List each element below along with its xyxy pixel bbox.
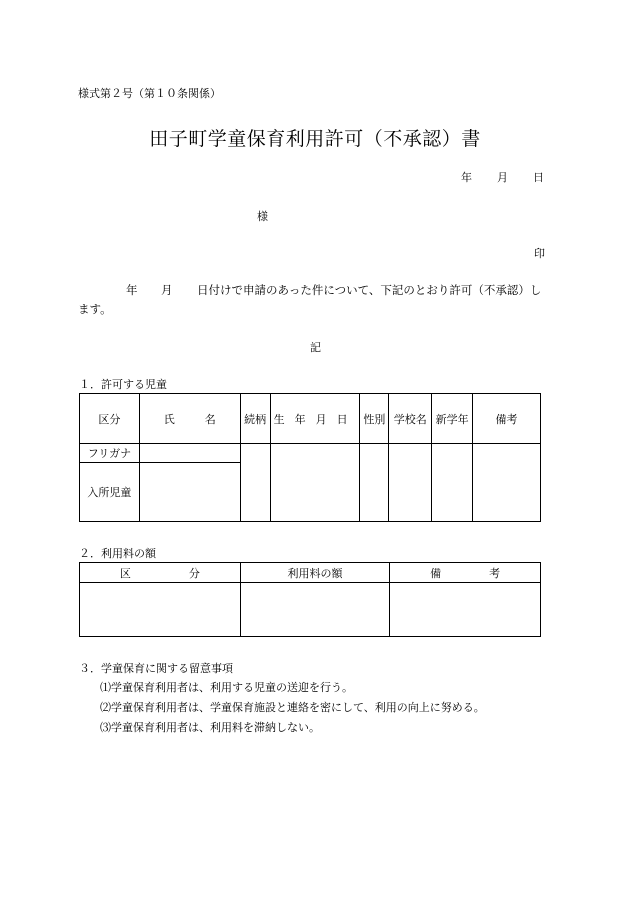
- cell-school[interactable]: [389, 444, 432, 522]
- date-month-label: 月: [497, 171, 508, 184]
- children-table-header: [80, 394, 541, 444]
- cell-gender[interactable]: [360, 444, 389, 522]
- header-remarks: 備考: [473, 394, 541, 444]
- header-name-part2: 名: [204, 412, 216, 426]
- fee-header-kubun-part1: 区: [119, 566, 131, 580]
- addressee-suffix: 様: [257, 210, 268, 223]
- date-year-label: 年: [461, 171, 472, 184]
- cell-furigana-name[interactable]: [139, 444, 240, 463]
- table-row-furigana: [80, 444, 541, 463]
- section1-heading: １．許可する児童: [79, 378, 167, 391]
- fee-table-header: [80, 563, 541, 583]
- section2-heading: ２．利用料の額: [79, 547, 156, 560]
- document-title: 田子町学童保育利用許可（不承認）書: [149, 128, 481, 150]
- header-kubun: 区分: [80, 394, 140, 444]
- fee-cell-amount[interactable]: [240, 583, 390, 637]
- form-number: 様式第２号（第１０条関係）: [78, 87, 221, 100]
- header-name: [139, 394, 240, 444]
- fee-header-remarks-part2: 考: [489, 566, 501, 580]
- section3-heading: ３．学童保育に関する留意事項: [79, 662, 233, 675]
- ki-mark: 記: [310, 341, 321, 354]
- header-grade: 新学年: [432, 394, 473, 444]
- fee-table: [79, 562, 541, 637]
- cell-relation[interactable]: [240, 444, 270, 522]
- cell-remarks[interactable]: [473, 444, 541, 522]
- children-table: [79, 393, 541, 522]
- fee-header-remarks-part1: 備: [430, 566, 442, 580]
- header-dob-year: 年: [294, 412, 306, 426]
- list-item: ⑶学童保育利用者は、利用料を滞納しない。: [100, 721, 320, 734]
- cell-dob[interactable]: [270, 444, 360, 522]
- body-line-1: 日付けで申請のあった件について、下記のとおり許可（不承認）し: [197, 283, 542, 297]
- row-label-furigana: フリガナ: [80, 444, 140, 463]
- body-year-label: 年: [126, 283, 138, 297]
- header-dob-part1: 生: [273, 412, 285, 426]
- list-item: ⑵学童保育利用者は、学童保育施設と連絡を密にして、利用の向上に努める。: [100, 701, 485, 714]
- fee-header-remarks: [390, 563, 541, 583]
- body-month-label: 月: [161, 283, 173, 297]
- header-dob-day: 日: [336, 412, 348, 426]
- header-school: 学校名: [389, 394, 432, 444]
- fee-header-amount: 利用料の額: [240, 563, 390, 583]
- fee-cell-kubun[interactable]: [80, 583, 241, 637]
- cell-child-name[interactable]: [139, 463, 240, 522]
- list-item: ⑴学童保育利用者は、利用する児童の送迎を行う。: [100, 681, 353, 694]
- fee-header-kubun-part2: 分: [188, 566, 200, 580]
- fee-cell-remarks[interactable]: [390, 583, 541, 637]
- header-relation: 続柄: [240, 394, 270, 444]
- cell-grade[interactable]: [432, 444, 473, 522]
- header-dob: [270, 394, 360, 444]
- fee-table-row: [80, 583, 541, 637]
- fee-header-kubun: [80, 563, 241, 583]
- notes-list: [100, 679, 485, 739]
- header-gender: 性別: [360, 394, 389, 444]
- row-label-child: 入所児童: [80, 463, 140, 522]
- date-day-label: 日: [533, 171, 544, 184]
- seal-mark: 印: [534, 247, 545, 260]
- header-name-part1: 氏: [163, 412, 175, 426]
- header-dob-month: 月: [315, 412, 327, 426]
- body-line-2: ます。: [78, 302, 112, 316]
